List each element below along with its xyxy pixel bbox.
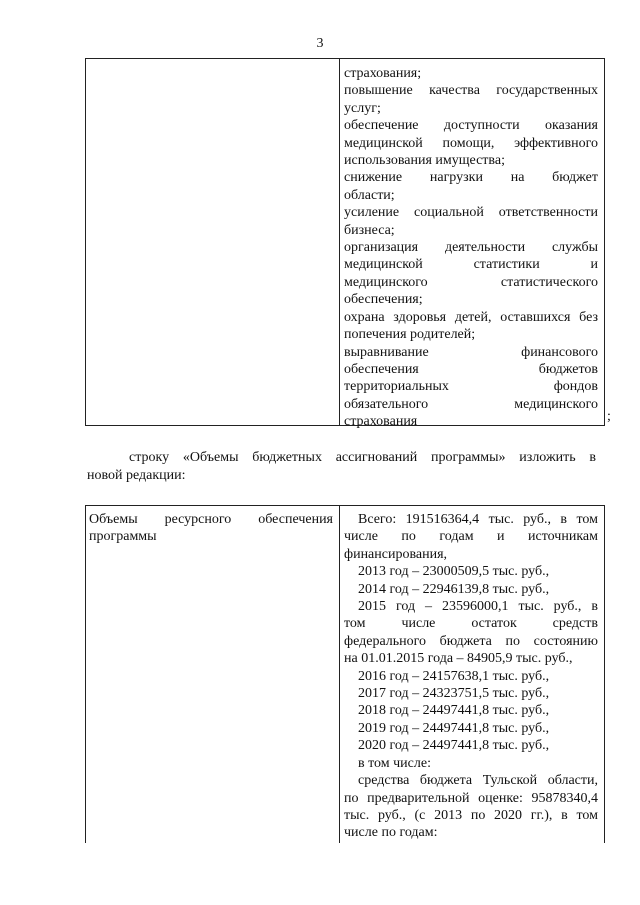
text-line: обеспечения; — [344, 292, 423, 308]
text-line: финансирования, — [344, 546, 448, 562]
text-line: 2014 год – 22946139,8 тыс. руб., — [358, 581, 550, 597]
resources-table — [85, 505, 605, 843]
text-line: 2015 год – 23596000,1 тыс. руб., в — [358, 599, 598, 615]
text-line: числе по годам и источникам — [344, 529, 598, 545]
text-line: 2013 год – 23000509,5 тыс. руб., — [358, 564, 550, 580]
text-line: попечения родителей; — [344, 327, 476, 343]
targets-cell — [344, 65, 598, 431]
program-table-continuation — [85, 58, 605, 430]
text-line: организация деятельности службы — [344, 240, 598, 256]
text-line: в том числе: — [358, 755, 431, 771]
text-line: том числе остаток средств — [344, 616, 598, 632]
text-line: по предварительной оценке: 95878340,4 — [344, 790, 598, 806]
text-line: использования имущества; — [344, 153, 505, 169]
column-divider — [339, 506, 340, 843]
instruction-paragraph — [87, 449, 596, 484]
text-line: медицинской статистики и — [344, 257, 598, 273]
text-line: выравнивание финансового — [344, 344, 598, 360]
text-line: территориальных фондов — [344, 379, 598, 395]
text-line: программы — [89, 529, 157, 545]
text-line: федерального бюджета по состоянию — [344, 633, 598, 649]
text-line: медицинской помощи, эффективного — [344, 135, 598, 151]
text-line: Всего: 191516364,4 тыс. руб., в том — [358, 512, 598, 527]
text-line: бизнеса; — [344, 222, 395, 238]
text-line: повышение качества государственных — [344, 83, 598, 99]
text-line: 2020 год – 24497441,8 тыс. руб., — [358, 738, 550, 754]
closing-semicolon: ; — [607, 409, 611, 424]
resources-value-cell — [344, 511, 598, 842]
resources-label-cell — [89, 511, 333, 546]
text-line: обязательного медицинского — [344, 396, 598, 412]
text-line: 2016 год – 24157638,1 тыс. руб., — [358, 668, 550, 684]
page-number: 3 — [316, 36, 324, 51]
text-line: охрана здоровья детей, оставшихся без — [344, 309, 598, 325]
text-line: обеспечения бюджетов — [344, 361, 598, 377]
text-line: Объемы ресурсного обеспечения — [89, 512, 333, 527]
text-line: средства бюджета Тульской области, — [358, 773, 598, 789]
text-line: 2019 год – 24497441,8 тыс. руб., — [358, 720, 550, 736]
text-line: услуг; — [344, 100, 381, 116]
text-line: обеспечение доступности оказания — [344, 118, 598, 134]
text-line: страхования; — [344, 66, 422, 81]
instruction-line-1: строку «Объемы бюджетных ассигнований программы» изложить в — [129, 450, 596, 465]
text-line: медицинского статистического — [344, 274, 598, 290]
text-line: 2018 год – 24497441,8 тыс. руб., — [358, 703, 550, 719]
text-line: снижение нагрузки на бюджет — [344, 170, 598, 186]
text-line: 2017 год – 24323751,5 тыс. руб., — [358, 686, 550, 702]
text-line: области; — [344, 187, 395, 203]
text-line: тыс. руб., (с 2013 по 2020 гг.), в том — [344, 807, 598, 823]
text-line: на 01.01.2015 года – 84905,9 тыс. руб., — [344, 651, 573, 667]
column-divider — [339, 59, 340, 425]
text-line: числе по годам: — [344, 825, 438, 841]
text-line: усиление социальной ответственности — [344, 205, 598, 221]
instruction-line-2: новой редакции: — [87, 467, 186, 483]
text-line: страхования — [344, 414, 418, 430]
